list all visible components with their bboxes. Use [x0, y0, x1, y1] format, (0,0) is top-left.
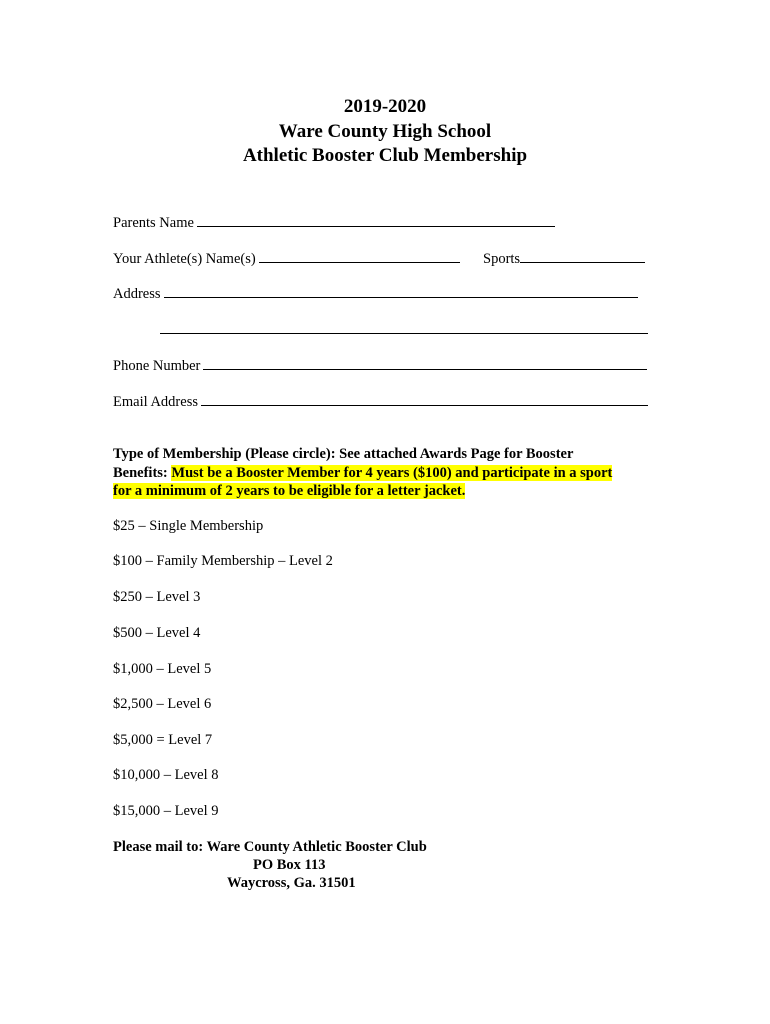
membership-option[interactable]: $25 – Single Membership: [113, 518, 264, 534]
sports-row: [483, 249, 645, 268]
membership-option[interactable]: $5,000 = Level 7: [113, 732, 213, 748]
parents-name-field[interactable]: [197, 213, 555, 227]
address-row-2: [160, 320, 648, 339]
mail-recipient: Ware County Athletic Booster Club: [206, 839, 427, 855]
year-heading: 2019-2020: [343, 96, 427, 117]
sports-label: Sports: [483, 251, 521, 267]
parents-name-label: Parents Name: [113, 215, 194, 231]
phone-field[interactable]: [203, 356, 647, 370]
email-field[interactable]: [201, 392, 648, 406]
membership-option[interactable]: $1,000 – Level 5: [113, 661, 212, 677]
membership-option[interactable]: $15,000 – Level 9: [113, 803, 219, 819]
athlete-names-field[interactable]: [259, 249, 460, 263]
email-row: [113, 392, 648, 411]
address-field-line2[interactable]: [160, 320, 648, 334]
mail-po-box: PO Box 113: [253, 857, 326, 873]
athlete-names-label: Your Athlete(s) Name(s): [113, 251, 256, 267]
membership-benefits-line: [113, 464, 653, 483]
address-row: [113, 284, 638, 303]
membership-option[interactable]: $2,500 – Level 6: [113, 696, 212, 712]
membership-intro: Type of Membership (Please circle): See attached Awards Page for Booster: [113, 446, 574, 462]
letter-jacket-requirement-1: Must be a Booster Member for 4 years ($100) and participate in a sport: [171, 464, 613, 481]
address-field-line1[interactable]: [164, 284, 638, 298]
mailing-line-1: [113, 838, 427, 856]
athlete-names-row: [113, 249, 460, 268]
membership-type-paragraph: [113, 445, 653, 501]
school-heading: Ware County High School: [278, 121, 492, 142]
membership-option[interactable]: $500 – Level 4: [113, 625, 201, 641]
membership-option[interactable]: $250 – Level 3: [113, 589, 201, 605]
email-label: Email Address: [113, 394, 198, 410]
letter-jacket-requirement-2: for a minimum of 2 years to be eligible for a letter jacket.: [113, 483, 466, 499]
sports-field[interactable]: [520, 249, 645, 263]
membership-option[interactable]: $10,000 – Level 8: [113, 767, 219, 783]
mail-to-label: Please mail to:: [113, 839, 204, 855]
phone-label: Phone Number: [113, 358, 201, 374]
membership-option[interactable]: $100 – Family Membership – Level 2: [113, 553, 333, 569]
benefits-label: Benefits:: [113, 464, 168, 481]
form-title: Athletic Booster Club Membership: [242, 145, 528, 166]
parents-name-row: [113, 213, 555, 232]
address-label: Address: [113, 286, 161, 302]
membership-benefits-line-2: [113, 482, 653, 501]
phone-row: [113, 356, 647, 375]
mail-city: Waycross, Ga. 31501: [227, 875, 356, 891]
